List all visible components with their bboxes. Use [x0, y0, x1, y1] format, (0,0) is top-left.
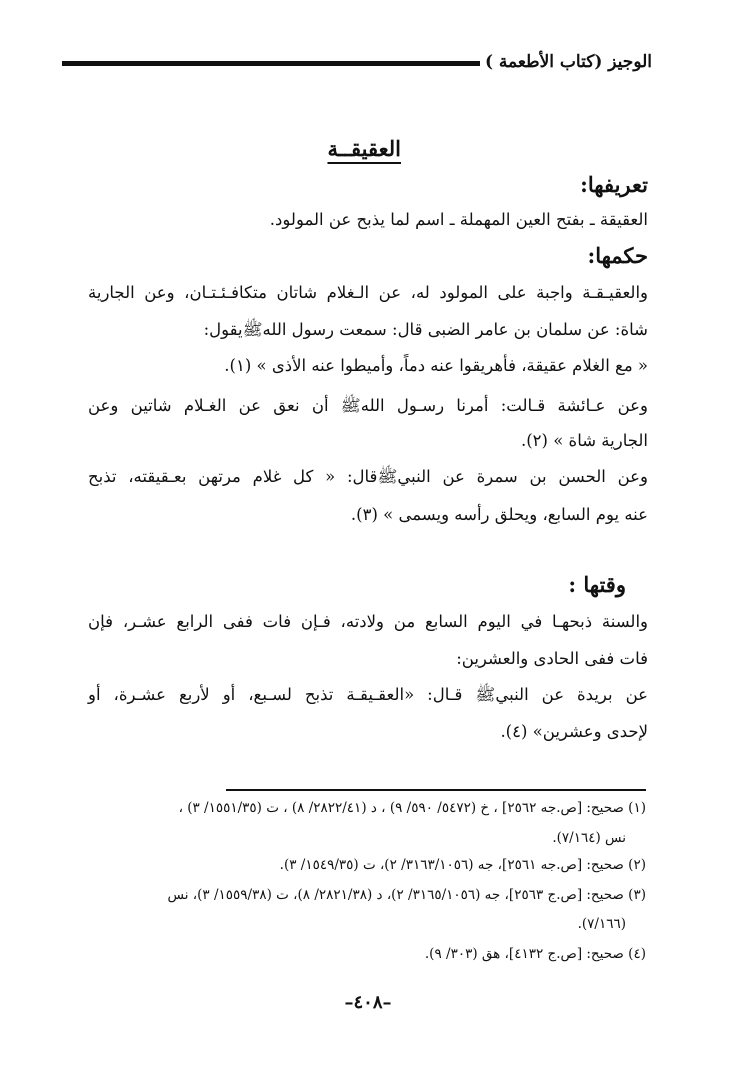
ruling-line: الجارية شاة » (٢).: [520, 431, 648, 450]
footnote: (٣) صحيح: [ص.ج ٢٥٦٣]، جه (٣١٦٥/١٠٥٦/ ٢)، د (٢٨٢١/٣٨/ ٨)، ت (١٥٥٩/٣٨/ ٣)، نس: [167, 887, 646, 903]
ruling-line: شاة: عن سلمان بن عامر الضبى قال: سمعت رسول اللهﷺيقول:: [203, 320, 648, 339]
footnote: (٤) صحيح: [ص.ج ٤١٣٢]، هق (٣٠٣/ ٩).: [424, 946, 646, 962]
footnote: (١) صحيح: [ص.جه ٢٥٦٢] ، خ (٥٤٧٢/ ٥٩٠/ ٩) ، د (٢٨٢٢/٤١/ ٨) ، ت (١٥٥١/٣٥/ ٣) ،: [178, 800, 646, 816]
footnote-continuation: (٧/١٦٦).: [577, 916, 626, 932]
timing-heading: وقتها :: [568, 572, 626, 597]
timing-line: فات ففى الحادى والعشرين:: [456, 649, 648, 668]
timing-line: لإحدى وعشرين» (٤).: [500, 722, 648, 741]
timing-line: عن بريدة عن النبيﷺ قـال: «العقـيقـة تذبح لسـبع، أو لأربع عشـرة، أو: [88, 685, 648, 704]
ruling-hadith-quote: « مع الغلام عقيقة، فأهريقوا عنه دماً، وأميطوا عنه الأذى » (١).: [224, 356, 648, 375]
ruling-line: وعن الحسن بن سمرة عن النبيﷺقال: « كل غلام مرتهن بعـقيقته، تذبح: [88, 467, 648, 486]
footnote: (٢) صحيح: [ص.جه ٢٥٦١]، جه (٣١٦٣/١٠٥٦/ ٢)، ت (١٥٤٩/٣٥/ ٣).: [279, 857, 646, 873]
ruling-line: والعقيـقـة واجبة على المولود له، عن الـغلام شاتان متكافـئـتـان، وعن الجارية: [88, 283, 648, 302]
definition-text: العقيقة ـ بفتح العين المهملة ـ اسم لما يذبح عن المولود.: [269, 210, 648, 229]
ruling-line: وعن عـائشة قـالت: أمرنا رسـول اللهﷺ أن نعق عن الغـلام شاتين وعن: [88, 396, 648, 415]
running-header-title: الوجيز (كتاب الأطعمة ): [484, 52, 652, 72]
timing-line: والسنة ذبحهـا في اليوم السابع من ولادته، فـإن فات ففى الرابع عشـر، فإن: [88, 612, 648, 631]
ruling-heading: حكمها:: [587, 243, 648, 268]
footnote-rule: [226, 789, 646, 791]
footnote-continuation: نس (٧/١٦٤).: [552, 830, 626, 846]
page-number: –٤٠٨–: [344, 992, 392, 1013]
definition-heading: تعريفها:: [580, 172, 648, 197]
section-title: العقيقــة: [327, 136, 401, 161]
ruling-line: عنه يوم السابع، ويحلق رأسه ويسمى » (٣).: [350, 505, 648, 524]
header-rule: [62, 61, 480, 66]
